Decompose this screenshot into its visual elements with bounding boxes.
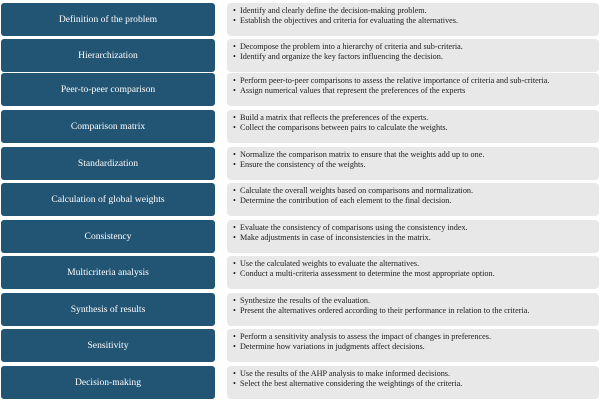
step-description [227,220,599,253]
step-row [0,39,600,72]
step-row [0,3,600,36]
step-label: Definition of the problem [1,3,215,36]
step-bullet: • Determine the contribution of each element to the final decision. [233,196,595,206]
step-bullet: • Calculate the overall weights based on comparisons and normalization. [233,186,595,196]
step-bullet: • Identify and clearly define the decision-making problem. [233,6,595,16]
step-row [0,110,600,143]
step-description [227,39,599,72]
step-label: Peer-to-peer comparison [1,73,215,106]
step-description [227,110,599,143]
step-description [227,293,599,326]
step-bullet: • Evaluate the consistency of comparisons using the consistency index. [233,223,595,233]
step-bullet: • Determine how variations in judgments affect decisions. [233,342,595,352]
step-description [227,147,599,180]
step-row [0,73,600,106]
step-bullet: • Build a matrix that reflects the preferences of the experts. [233,113,595,123]
step-bullet: • Present the alternatives ordered according to their performance in relation to the criteria. [233,306,595,316]
step-description [227,3,599,36]
step-label: Hierarchization [1,39,215,72]
step-bullet: • Conduct a multi-criteria assessment to determine the most appropriate option. [233,269,595,279]
step-row [0,329,600,362]
step-row [0,220,600,253]
step-label: Decision-making [1,366,215,399]
step-bullet: • Assign numerical values that represent the preferences of the experts [233,86,595,96]
step-label: Consistency [1,220,215,253]
step-bullet: • Synthesize the results of the evaluation. [233,296,595,306]
step-label: Synthesis of results [1,293,215,326]
step-row [0,147,600,180]
step-bullet: • Perform peer-to-peer comparisons to assess the relative importance of criteria and sub-criteria. [233,76,595,86]
step-label: Sensitivity [1,329,215,362]
step-bullet: • Collect the comparisons between pairs to calculate the weights. [233,123,595,133]
step-description [227,183,599,216]
step-label: Multicriteria analysis [1,256,215,289]
step-bullet: • Establish the objectives and criteria for evaluating the alternatives. [233,16,595,26]
step-row [0,366,600,399]
step-bullet: • Make adjustments in case of inconsistencies in the matrix. [233,233,595,243]
step-bullet: • Perform a sensitivity analysis to assess the impact of changes in preferences. [233,332,595,342]
step-row [0,256,600,289]
step-bullet: • Ensure the consistency of the weights. [233,160,595,170]
step-bullet: • Normalize the comparison matrix to ensure that the weights add up to one. [233,150,595,160]
step-description [227,329,599,362]
step-description [227,256,599,289]
step-bullet: • Use the calculated weights to evaluate the alternatives. [233,259,595,269]
step-bullet: • Decompose the problem into a hierarchy of criteria and sub-criteria. [233,42,595,52]
step-bullet: • Select the best alternative considering the weightings of the criteria. [233,379,595,389]
step-description [227,73,599,106]
step-bullet: • Identify and organize the key factors influencing the decision. [233,52,595,62]
step-label: Comparison matrix [1,110,215,143]
step-row [0,293,600,326]
step-label: Calculation of global weights [1,183,215,216]
step-bullet: • Use the results of the AHP analysis to make informed decisions. [233,369,595,379]
step-label: Standardization [1,147,215,180]
step-description [227,366,599,399]
step-row [0,183,600,216]
